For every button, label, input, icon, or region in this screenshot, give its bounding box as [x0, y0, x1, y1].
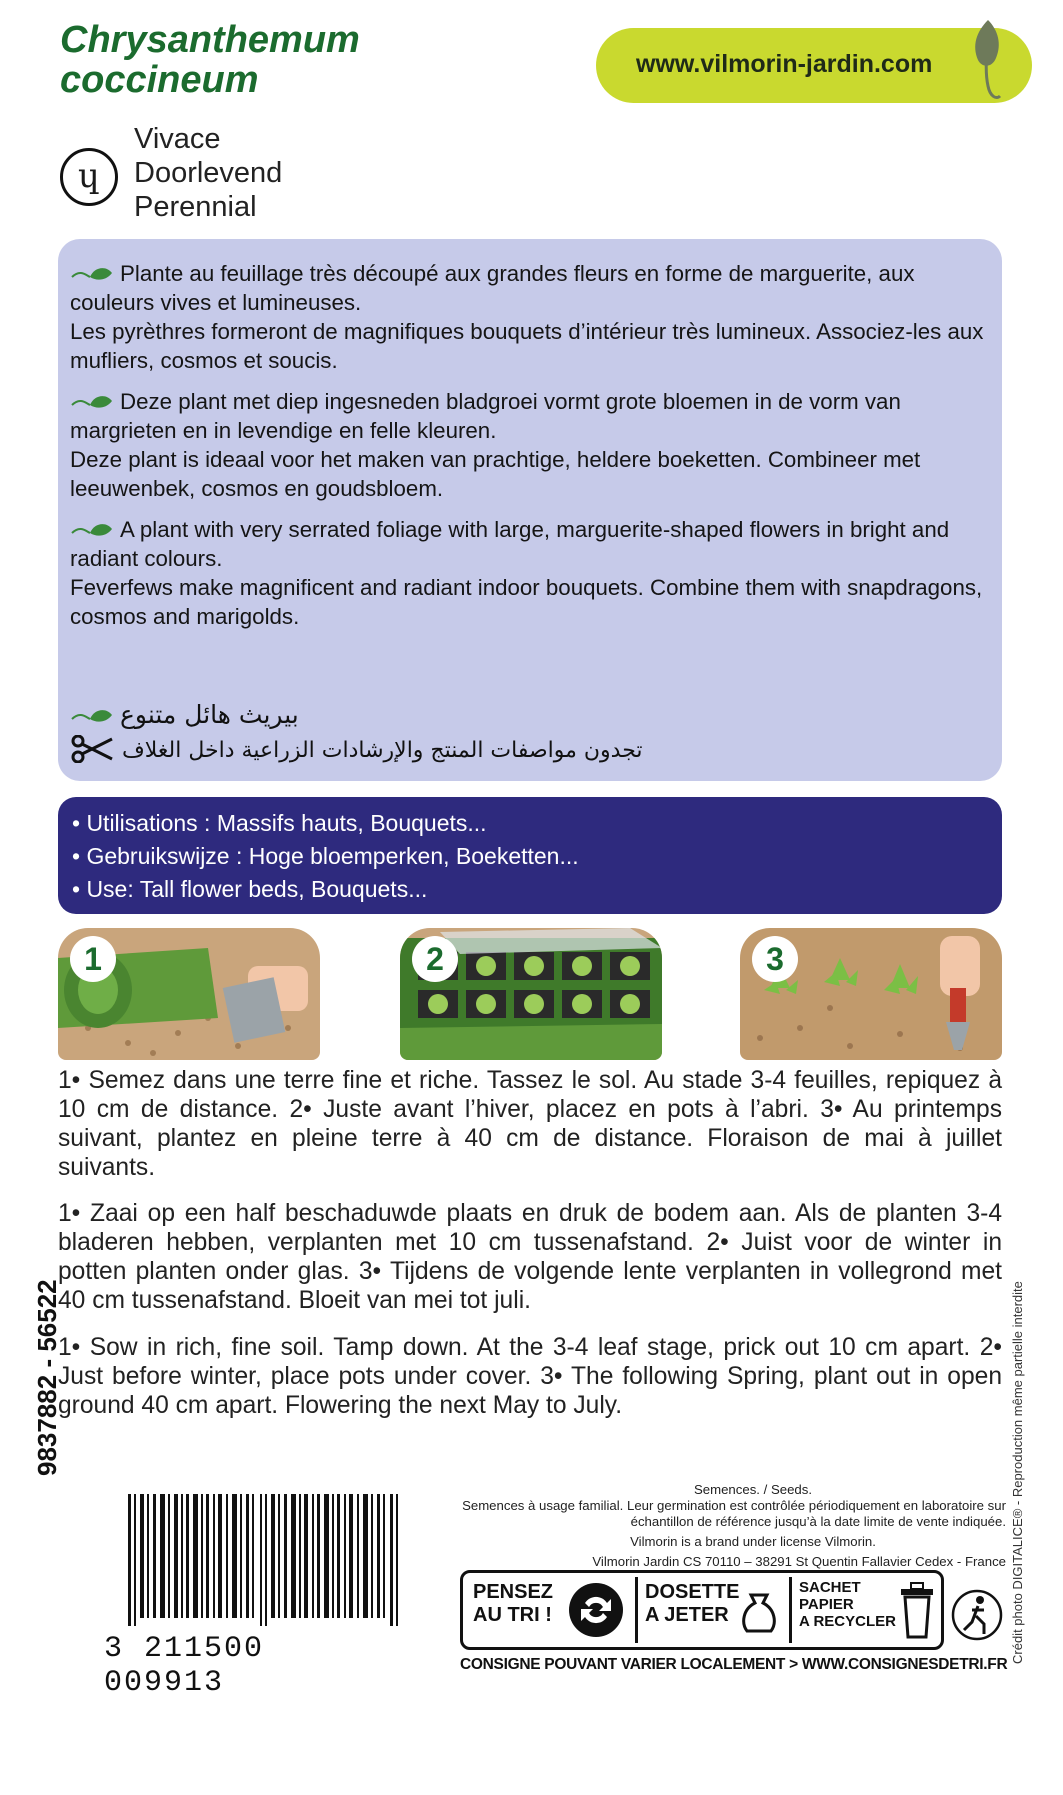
tri-label-2b: A JETER	[645, 1604, 729, 1626]
desc-nl-1: Deze plant met diep ingesneden bladgroei vormt grote bloemen in de vorm van margrieten en in levendige en felle kleuren.	[70, 389, 901, 443]
arabic-note: تجدون مواصفات المنتج والإرشادات الزراعية داخل الغلاف	[122, 738, 643, 763]
barcode	[128, 1494, 400, 1626]
tri-label-3c: A RECYCLER	[799, 1613, 896, 1630]
product-code: 9837882 - 56522	[32, 1279, 62, 1476]
recycle-icon	[567, 1581, 625, 1639]
photo-credit: Crédit photo DIGITALICE® - Reproduction même partielle interdite	[1010, 1281, 1025, 1664]
type-fr: Vivace	[134, 123, 221, 155]
tri-label-1a: PENSEZ	[473, 1581, 554, 1603]
paper-bag-label	[799, 1579, 896, 1630]
leaf-icon	[70, 707, 114, 725]
step-3-number: 3	[752, 936, 798, 982]
website-link[interactable]: www.vilmorin-jardin.com	[636, 50, 933, 78]
desc-en-1: A plant with very serrated foliage with large, marguerite-shaped flowers in bright and radiant colours.	[70, 517, 950, 571]
desc-fr-2: Les pyrèthres formeront de magnifiques bouquets d’intérieur très lumineux. Associez-les aux mufliers, cosmos et soucis.	[70, 319, 984, 373]
title-line-1: Chrysanthemum	[60, 19, 360, 61]
triman-icon	[950, 1588, 1004, 1642]
title-line-2: coccineum	[60, 59, 259, 101]
description-nl	[70, 387, 995, 503]
website-pill[interactable]	[596, 28, 1032, 103]
recycling-info-box	[460, 1570, 944, 1650]
step-1-number: 1	[70, 936, 116, 982]
legal-seeds: Semences. / Seeds.	[693, 1482, 813, 1497]
plant-type-list	[134, 122, 282, 224]
bin-icon	[897, 1579, 937, 1641]
arabic-name-row	[70, 699, 299, 731]
uses-box	[58, 797, 1002, 914]
uses-list	[72, 807, 579, 906]
arabic-name: بيريث هائل متنوع	[120, 700, 299, 729]
description-fr	[70, 259, 995, 375]
leaf-icon	[70, 521, 114, 539]
legal-germination: Semences à usage familial. Leur germination est contrôlée périodiquement en laboratoire sur échantillon de référence jusqu’à la date limite de vente indiquée.	[462, 1498, 1006, 1529]
barcode-number: 3 211500 009913	[104, 1632, 265, 1700]
description-box	[58, 239, 1002, 781]
tri-label-3a: SACHET	[799, 1579, 861, 1596]
desc-en-2: Feverfews make magnificent and radiant indoor bouquets. Combine them with snapdragons, cosmos and marigolds.	[70, 575, 983, 629]
tri-label-1b: AU TRI !	[473, 1604, 552, 1626]
divider	[789, 1577, 792, 1643]
legal-address: Vilmorin Jardin CS 70110 – 38291 St Quentin Fallavier Cedex - France	[592, 1554, 1006, 1569]
tri-label-2a: DOSETTE	[645, 1581, 740, 1603]
description-en	[70, 515, 995, 631]
leaf-icon	[70, 393, 114, 411]
step-1-illustration	[58, 928, 320, 1060]
legal-text	[440, 1482, 1006, 1570]
perennial-icon: ɥ	[60, 148, 118, 206]
sorting-note: CONSIGNE POUVANT VARIER LOCALEMENT > WWW.CONSIGNESDETRI.FR	[460, 1656, 1008, 1673]
type-en: Perennial	[134, 191, 257, 223]
desc-nl-2: Deze plant is ideaal voor het maken van prachtige, heldere boeketten. Combineer met leeuwenbek, cosmos en goudsbloem.	[70, 447, 921, 501]
instructions-nl: 1• Zaai op een half beschaduwde plaats en druk de bodem aan. Als de planten 3-4 bladeren hebben, verplanten met 10 cm tussenafstand. 2• Juist voor de winter in potten planten onder glas. 3• Tijdens de volgende lente verplanten in vollegrond met 40 cm tussenafstand. Bloeit van mei tot juli.	[58, 1200, 1002, 1314]
think-sort-label	[473, 1581, 553, 1627]
tri-label-3b: PAPIER	[799, 1596, 854, 1613]
dosette-label	[645, 1581, 739, 1627]
step-3-illustration	[740, 928, 1002, 1060]
divider	[635, 1577, 638, 1643]
leaf-icon	[70, 265, 114, 283]
bag-icon	[739, 1591, 779, 1635]
legal-brand: Vilmorin is a brand under license Vilmorin.	[630, 1534, 876, 1549]
desc-fr-1: Plante au feuillage très découpé aux grandes fleurs en forme de marguerite, aux couleurs vives et lumineuses.	[70, 261, 915, 315]
vilmorin-leaf-icon	[966, 16, 1012, 106]
type-nl: Doorlevend	[134, 157, 283, 189]
instructions-fr: 1• Semez dans une terre fine et riche. Tassez le sol. Au stade 3-4 feuilles, repiquez à 10 cm de distance. 2• Juste avant l’hiver, placez en pots à l’abri. 3• Au printemps suivant, plantez en pleine terre à 40 cm de distance. Floraison de mai à juillet suivants.	[58, 1067, 1002, 1181]
scissors-icon	[70, 735, 114, 763]
step-2-number: 2	[412, 936, 458, 982]
use-fr: • Utilisations : Massifs hauts, Bouquets...	[72, 810, 487, 836]
step-2-illustration	[400, 928, 662, 1060]
use-nl: • Gebruikswijze : Hoge bloemperken, Boeketten...	[72, 843, 579, 869]
use-en: • Use: Tall flower beds, Bouquets...	[72, 876, 428, 902]
plant-title	[60, 20, 360, 100]
arabic-note-row	[70, 735, 643, 767]
instructions-en: 1• Sow in rich, fine soil. Tamp down. At the 3-4 leaf stage, prick out 10 cm apart. 2• Just before winter, place pots under cover. 3• The following Spring, plant out in open ground 40 cm apart. Flowering the next May to July.	[58, 1334, 1002, 1419]
